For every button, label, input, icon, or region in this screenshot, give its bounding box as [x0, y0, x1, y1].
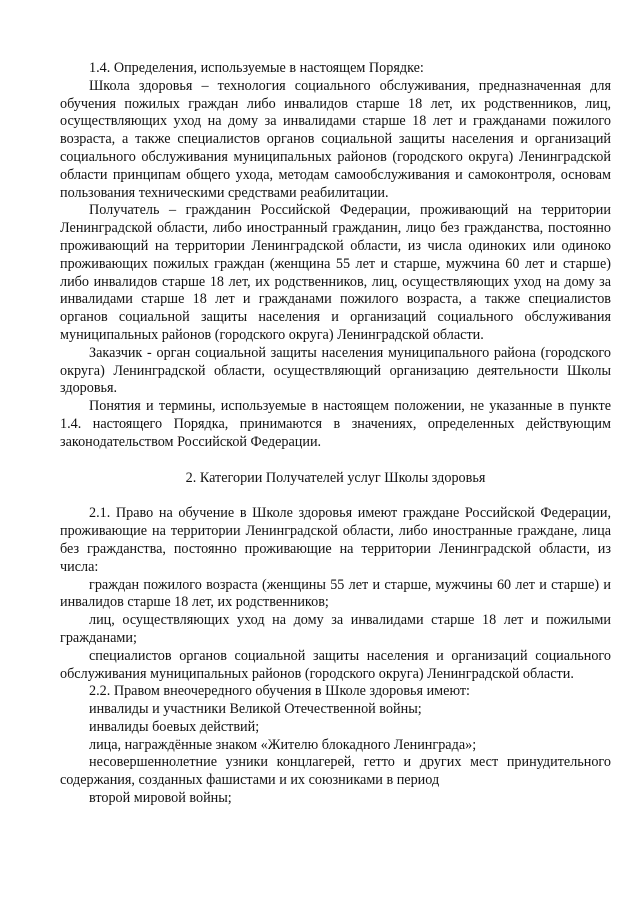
paragraph-2-2: 2.2. Правом внеочередного обучения в Школе здоровья имеют: — [89, 683, 471, 700]
section-heading: 2. Категории Получателей услуг Школы здоровья — [185, 469, 486, 486]
definition-customer: Заказчик - орган социальной защиты населения муниципального района (городского округа) Ленинградской области, осуществляющий организацию деятельности Школы здоровья. — [60, 344, 611, 397]
definition-recipient: Получатель – гражданин Российской Федерации, проживающий на территории Ленинградской области, либо иностранный гражданин, лицо без гражданства, постоянно проживающий на территории Ленинградской области, из числа одиноких или одиноко проживающих пожилых граждан (женщина 55 лет и старше, мужчина 60 лет и старше) либо инвалидов старше 18 лет, их родственников, лиц, осуществляющих уход на дому за инвалидами старше 18 лет и гражданами пожилого возраста, а также специалистов органов социальной защиты населения и организаций социального обслуживания муниципальных районов (городского округа) Ленинградской области. — [60, 202, 611, 343]
definition-health-school: Школа здоровья – технология социального обслуживания, предназначенная для обучения пожилых граждан либо инвалидов старше 18 лет, их родственников, лиц, осуществляющих уход на дому за инвалидами старше 18 лет и гражданами пожилого возраста, а также специалистов органов социальной защиты населения и организаций социального обслуживания муниципальных районов (городского округа) Ленинградской области принципам общего ухода, методам самообслуживания и самоконтроля, основам пользования техническими средствами реабилитации. — [60, 77, 611, 201]
priority-prisoners-cont: второй мировой войны; — [89, 790, 232, 807]
priority-combat-disabled: инвалиды боевых действий; — [89, 718, 260, 735]
category-elderly: граждан пожилого возраста (женщины 55 лет и старше, мужчины 60 лет и старше) и инвалидов старше 18 лет, их родственников; — [60, 576, 611, 611]
definition-terms: Понятия и термины, используемые в настоящем положении, не указанные в пункте 1.4. настоящего Порядка, принимаются в значениях, определенных действующим законодательством Российской Федерации. — [60, 398, 611, 450]
priority-ww2-veterans: инвалиды и участники Великой Отечественной войны; — [89, 701, 422, 718]
priority-prisoners: несовершеннолетние узники концлагерей, гетто и других мест принудительного содержания, созданных фашистами и их союзниками в период — [60, 754, 611, 789]
priority-blockade: лица, награждённые знаком «Жителю блокадного Ленинграда»; — [89, 736, 477, 753]
category-caregivers: лиц, осуществляющих уход на дому за инвалидами старше 18 лет и пожилыми гражданами; — [60, 612, 611, 646]
definitions-intro: 1.4. Определения, используемые в настоящем Порядке: — [89, 60, 424, 76]
document-page — [60, 60, 611, 808]
category-specialists: специалистов органов социальной защиты населения и организаций социального обслуживания муниципальных районов (городского округа) Ленинградской области. — [60, 647, 611, 682]
paragraph-2-1: 2.1. Право на обучение в Школе здоровья имеют граждане Российской Федерации, проживающие на территории Ленинградской области, либо иностранные граждане, лица без гражданства, постоянно проживающие на территории Ленинградской области, из числа: — [60, 505, 611, 575]
